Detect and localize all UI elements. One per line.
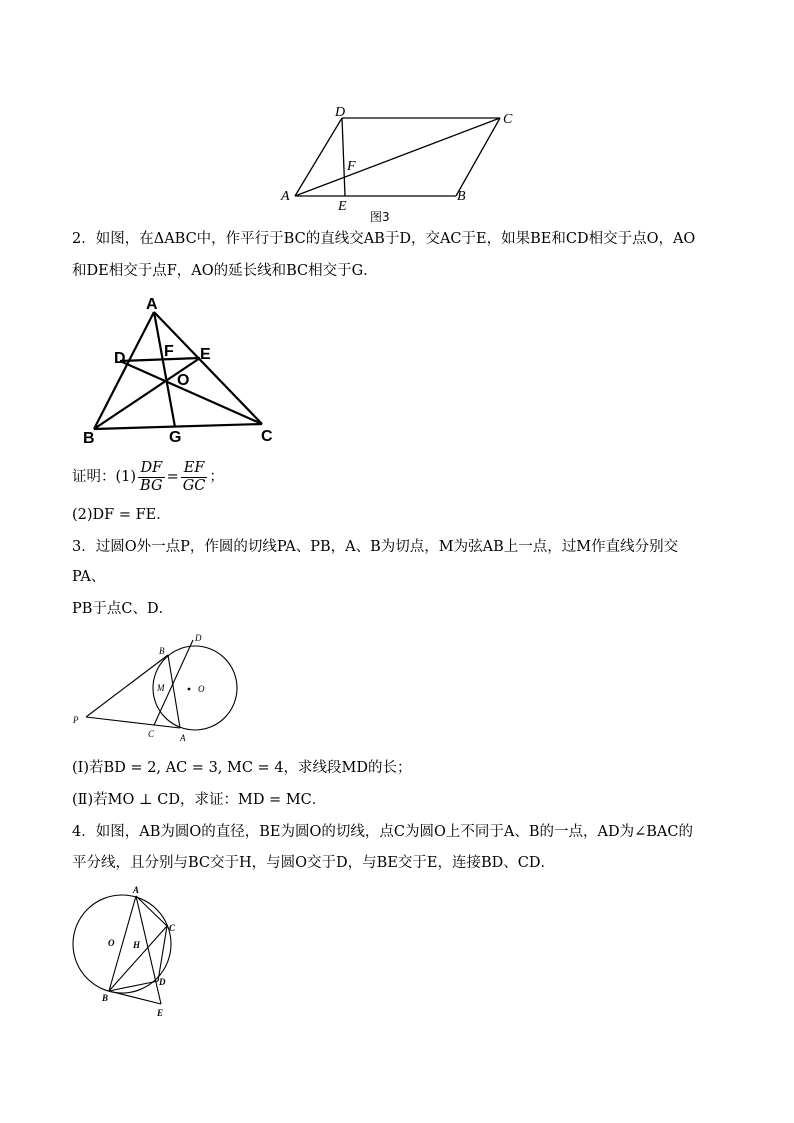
label-e: E xyxy=(200,346,211,363)
diagonal-ac xyxy=(295,118,500,196)
problem4-line1: 4．如图，AB为圆O的直径，BE为圆O的切线，点C为圆O上不同于A、B的一点，AD为∠BAC的 xyxy=(72,824,693,840)
label-f: F xyxy=(164,343,174,360)
fraction-numerator: DF xyxy=(138,460,165,478)
label-a: A xyxy=(281,189,290,204)
problem3-line1: 3．过圆O外一点P，作圆的切线PA、PB，A、B为切点，M为弦AB上一点，过M作直线分别交 xyxy=(72,539,679,555)
proof-part1 xyxy=(72,458,732,498)
label-a: A xyxy=(180,733,186,743)
segment-de xyxy=(342,118,345,196)
fraction-denominator: GC xyxy=(182,477,206,494)
figure-parallelogram xyxy=(270,100,530,224)
segment-da xyxy=(295,118,342,196)
problem3-question1: (Ⅰ)若BD = 2, AC = 3, MC = 4，求线段MD的长； xyxy=(72,760,412,776)
label-e: E xyxy=(157,1008,164,1018)
label-d: D xyxy=(335,105,346,120)
label-h: H xyxy=(133,940,141,950)
fraction-ef-gc xyxy=(181,460,208,495)
label-c: C xyxy=(169,923,176,933)
side-ac xyxy=(154,312,262,424)
figure-caption: 图3 xyxy=(370,210,390,224)
problem4-line2: 平分线，且分别与BC交于H，与圆O交于D，与BE交于E，连接BD、CD． xyxy=(72,855,556,871)
equals-sign: = xyxy=(166,469,179,485)
circle-o xyxy=(153,646,237,730)
fraction-denominator: BG xyxy=(140,477,163,494)
label-p: P xyxy=(73,715,79,725)
label-m: M xyxy=(157,683,165,693)
label-d: D xyxy=(195,633,202,643)
segment-be xyxy=(94,358,200,429)
label-d: D xyxy=(159,977,166,987)
semicolon: ； xyxy=(209,469,224,485)
fraction-numerator: EF xyxy=(181,460,208,478)
figure-circle-diameter xyxy=(66,884,196,1024)
label-o: O xyxy=(177,372,190,389)
problem2-line2: 和DE相交于点F，AO的延长线和BC相交于G． xyxy=(72,263,378,279)
figure-circle-tangents xyxy=(68,628,248,748)
side-ab xyxy=(94,312,154,429)
figure-triangle xyxy=(78,292,288,452)
problem3-line3: PB于点C、D． xyxy=(72,601,174,617)
problem3-question2: (Ⅱ)若MO ⊥ CD，求证：MD = MC． xyxy=(72,792,327,808)
segment-de xyxy=(120,358,200,361)
segment-ac xyxy=(136,896,167,926)
label-o: O xyxy=(108,938,115,948)
label-b: B xyxy=(83,430,95,447)
problem2-line1: 2．如图，在ΔABC中，作平行于BC的直线交AB于D，交AC于E，如果BE和CD相交于点O，AO xyxy=(72,231,696,247)
proof-part2: (2)DF = FE． xyxy=(72,507,171,523)
label-c: C xyxy=(148,729,155,739)
tangent-pb xyxy=(86,655,168,717)
label-e: E xyxy=(338,199,347,214)
proof-prefix: 证明：(1) xyxy=(72,469,137,485)
label-d: D xyxy=(114,350,126,367)
segment-cd xyxy=(120,361,262,424)
fraction-df-bg xyxy=(138,460,165,495)
label-g: G xyxy=(169,429,182,446)
segment-bc xyxy=(456,118,500,196)
label-a: A xyxy=(146,296,158,313)
problem3-line2: PA、 xyxy=(72,569,106,585)
segment-ae xyxy=(136,896,161,1004)
label-o: O xyxy=(198,684,205,694)
label-f: F xyxy=(347,159,356,174)
label-c: C xyxy=(261,428,273,445)
label-b: B xyxy=(102,993,109,1003)
label-a: A xyxy=(133,885,140,895)
tangent-be xyxy=(109,991,161,1004)
center-point xyxy=(188,688,191,691)
label-b: B xyxy=(159,646,165,656)
label-c: C xyxy=(503,112,513,127)
label-b: B xyxy=(457,189,466,204)
